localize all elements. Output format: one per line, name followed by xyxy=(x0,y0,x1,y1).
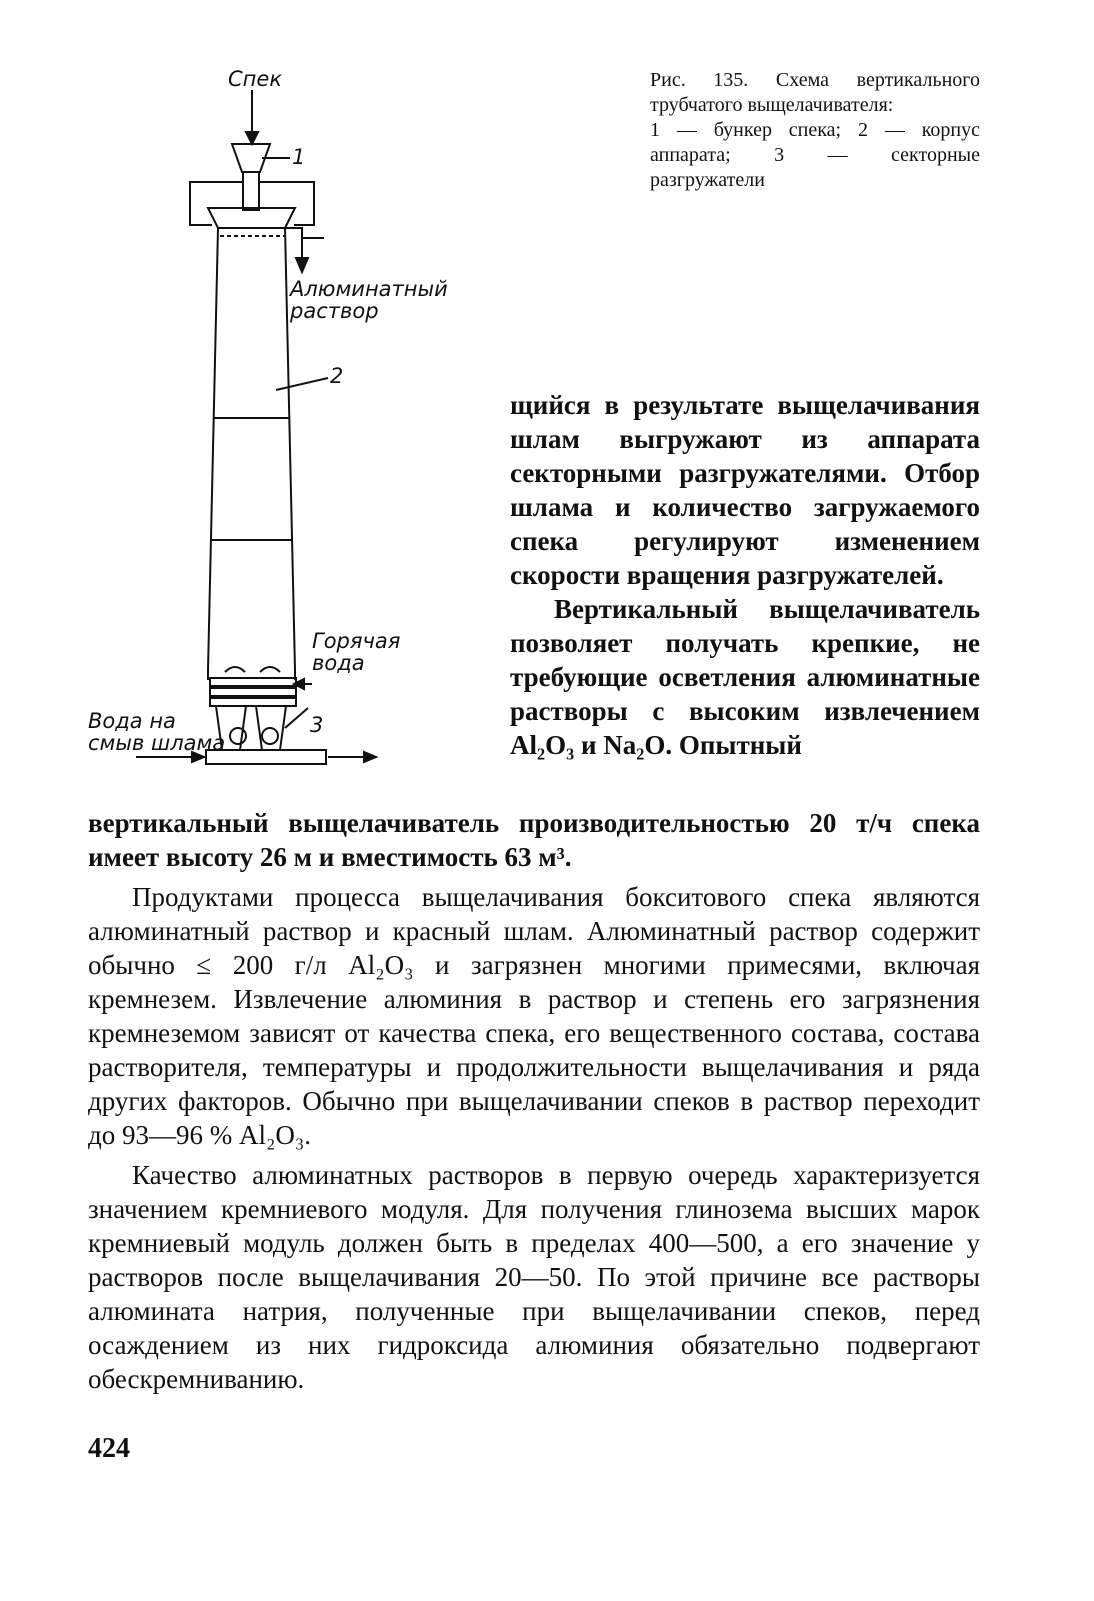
paragraph-3: Продуктами процесса выщелачивания бокситового спека являются алюминатный раствор и красный шлам. Алюминатный раствор содержит обычно ≤ 200 г/л Al₂O₃ и загрязнен многими примесями, включая кремнезем. Извлечение алюминия в раствор и степень его загрязнения кремнеземом зависят от качества спека, его вещественного состава, состава растворителя, температуры и продолжительности выщелачивания и ряда других факторов. Обычно при выщелачивании спеков в раствор переходит до 93—96 % Al₂O₃. xyxy=(88,882,980,1150)
label-wash-water: Вода на смыв шлама xyxy=(88,709,226,756)
continuation-text xyxy=(88,806,980,874)
figure-caption xyxy=(650,68,980,193)
sector-discharger-2 xyxy=(262,728,278,744)
label-3: 3 xyxy=(310,713,324,737)
hopper-neck xyxy=(243,172,259,210)
label-1: 1 xyxy=(292,145,306,169)
paragraph-right-2: Вертикальный выщелачиватель позволяет получать крепкие, не требующие осветления алюминатные растворы с высоким извлечением Al₂O₃ и Na₂O. Опытный xyxy=(510,594,980,760)
recirculation-pipe-right xyxy=(259,182,314,225)
caption-title: Рис. 135. Схема вертикального трубчатого выщелачивателя: xyxy=(650,69,980,116)
column-left-wall xyxy=(208,228,218,670)
leacher-schematic xyxy=(80,60,480,790)
paragraph-continuation: вертикальный выщелачиватель производительностью 20 т/ч спека имеет высоту 26 м и вместимость 63 м³. xyxy=(88,808,980,872)
body-text xyxy=(88,880,980,1396)
paragraph-right-1: щийся в результате выщелачивания шлам выгружают из аппарата секторными разгружателями. Отбор шлама и количество загружаемого спека регулируют изменением скорости вращения разгружателей. xyxy=(510,390,980,590)
recirculation-pipe-left xyxy=(190,182,243,225)
label-2: 2 xyxy=(330,364,344,388)
sector-discharger-1 xyxy=(230,728,246,744)
label-sinter: Спек xyxy=(228,67,282,91)
page-number: 424 xyxy=(88,1433,130,1464)
leacher-diagram xyxy=(80,60,480,790)
label-aluminate: Алюминатный раствор xyxy=(290,277,448,324)
paragraph-4: Качество алюминатных растворов в первую очередь характеризуется значением кремниевого модуля. Для получения глинозема высших марок кремниевый модуль должен быть в пределах 400—500, а его значение у растворов после выщелачивания 20—50. По этой причине все растворы алюмината натрия, полученные при выщелачивании спеков, перед осаждением из них гидроксида алюминия обязательно подвергают обескремниванию. xyxy=(88,1160,980,1394)
right-column-text xyxy=(510,388,980,762)
feed-arrowhead xyxy=(246,132,258,144)
caption-items: 1 — бункер спека; 2 — корпус аппарата; 3 — секторные разгружатели xyxy=(650,119,980,191)
label-hot-water: Горячая вода xyxy=(312,629,401,676)
